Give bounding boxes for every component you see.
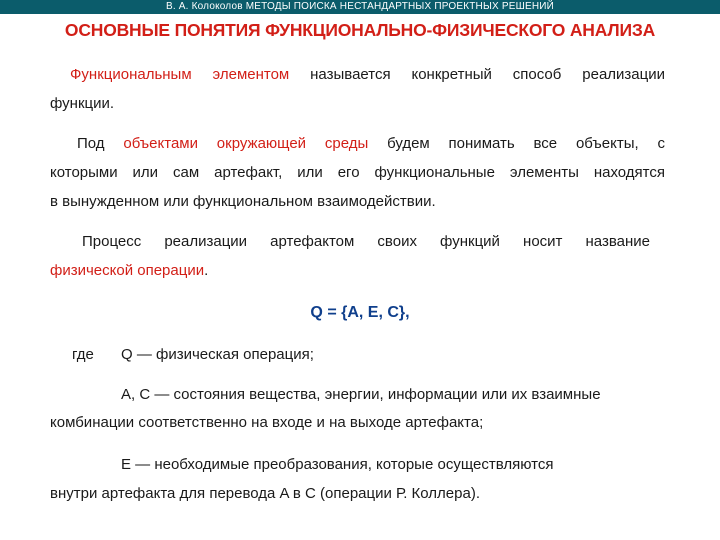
where-ac-line-2: комбинации соответственно на входе и на выходе артефакта; (50, 414, 484, 431)
paragraph-2-lead: Под (77, 135, 124, 152)
header-bar (0, 0, 720, 14)
paragraph-1-text: называется конкретный способ реализации (289, 66, 665, 83)
page-title: ОСНОВНЫЕ ПОНЯТИЯ ФУНКЦИОНАЛЬНО-ФИЗИЧЕСКОГО АНАЛИЗА (64, 20, 656, 40)
header-text: В. А. Колоколов МЕТОДЫ ПОИСКА НЕСТАНДАРТНЫХ ПРОЕКТНЫХ РЕШЕНИЙ (165, 1, 555, 12)
where-e-line-1: E — необходимые преобразования, которые осуществляются (121, 456, 554, 473)
where-ac-line-1: A, C — состояния вещества, энергии, информации или их взаимные (121, 386, 601, 403)
paragraph-3-line-2 (50, 256, 665, 286)
paragraph-1-line-1 (50, 60, 665, 90)
term-environment-objects: объектами окружающей среды (123, 135, 369, 152)
paragraph-2-line-3: в вынужденном или функциональном взаимодействии. (50, 193, 436, 210)
where-q-definition: Q — физическая операция; (121, 346, 314, 363)
formula: Q = {A, E, C}, (310, 304, 410, 321)
paragraph-1-line-2: функции. (50, 95, 115, 112)
paragraph-2-line-2: которыми или сам артефакт, или его функциональные элементы находятся (50, 164, 665, 181)
term-functional-element: Функциональным элементом (70, 66, 290, 83)
paragraph-3-tail: . (204, 262, 209, 279)
where-e-line-2: внутри артефакта для перевода A в C (операции Р. Коллера). (50, 485, 480, 502)
paragraph-2-line-1 (50, 129, 665, 159)
paragraph-2-text: будем понимать все объекты, с (368, 135, 665, 152)
term-physical-operation: физической операции (50, 262, 205, 279)
paragraph-3-line-1: Процесс реализации артефактом своих функций носит название (82, 233, 650, 250)
where-label: где (72, 346, 94, 363)
